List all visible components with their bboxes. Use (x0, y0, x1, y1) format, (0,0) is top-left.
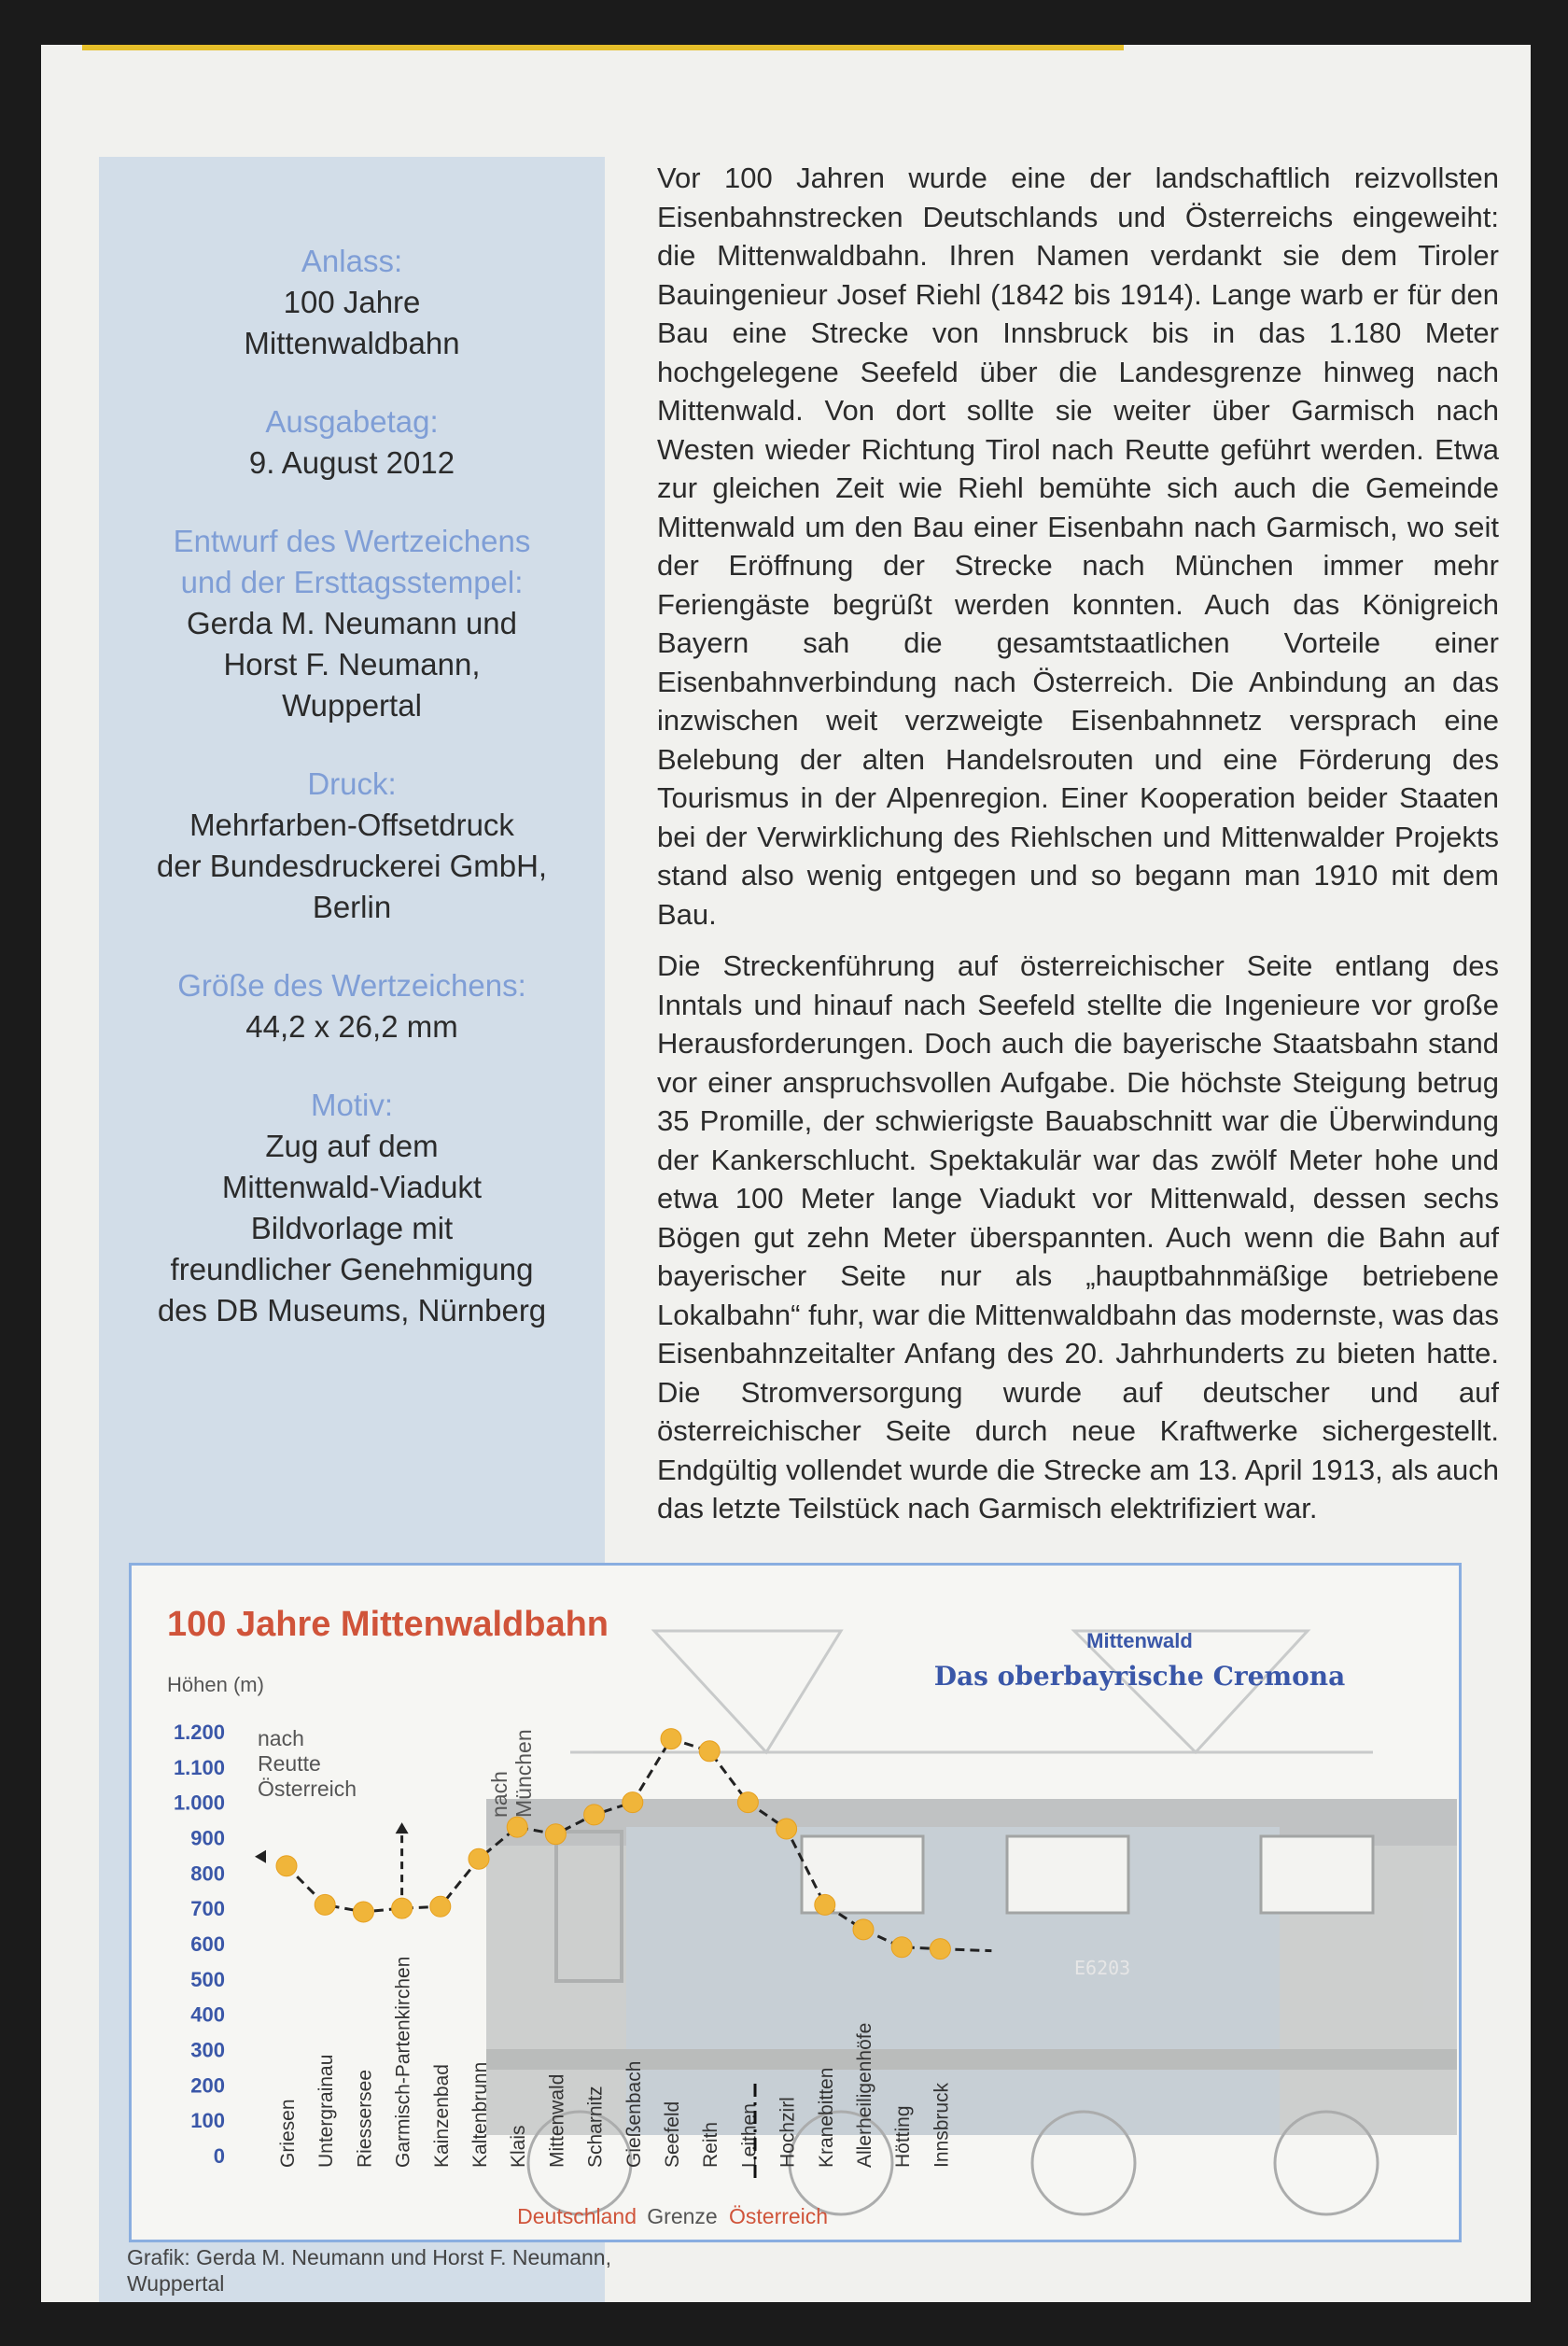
info-block-anlass (99, 241, 605, 364)
x-tick-label: Kaltenbrunn (469, 2061, 491, 2168)
note-reutte-line: Reutte (258, 1751, 321, 1776)
border-label-germany: Deutschland (517, 2204, 637, 2228)
x-tick-label: Kainzenbad (430, 2064, 453, 2168)
y-tick-label: 200 (190, 2073, 225, 2098)
elevation-point (469, 1848, 489, 1869)
x-tick-label: Klais (508, 2125, 530, 2168)
x-tick-label: Gießenbach (623, 2060, 645, 2168)
border-label-austria: Österreich (729, 2204, 829, 2228)
y-tick-label: 800 (190, 1861, 225, 1886)
border-label-middle: Grenze (647, 2204, 718, 2228)
y-tick-label: 1.100 (173, 1755, 225, 1779)
info-label: Größe des Wertzeichens: (177, 968, 526, 1003)
elevation-point (930, 1939, 950, 1960)
stamp-title: Mittenwald (1086, 1629, 1193, 1652)
y-tick-label: 900 (190, 1826, 225, 1850)
x-tick-label: Seefeld (662, 2100, 683, 2168)
elevation-point (545, 1824, 566, 1845)
elevation-point (315, 1894, 335, 1915)
x-tick-label: Mittenwald (546, 2073, 568, 2168)
info-label: Motiv: (310, 1088, 393, 1122)
elevation-point (430, 1896, 451, 1917)
x-tick-label: Garmisch-Partenkirchen (392, 1956, 414, 2168)
graphic-title: 100 Jahre Mittenwaldbahn (167, 1605, 609, 1644)
info-block-motiv (99, 1085, 605, 1331)
note-muenchen-line: München (511, 1729, 536, 1818)
y-tick-label: 100 (190, 2109, 225, 2133)
arrow-up-icon (396, 1822, 409, 1833)
elevation-point (584, 1805, 605, 1825)
x-tick-label: Riessersee (354, 2069, 376, 2168)
x-tick-label: Scharnitz (584, 2086, 607, 2168)
info-block-groesse (99, 965, 605, 1047)
info-value: Zug auf dem Mittenwald-Viadukt Bildvorlage mit freundlicher Genehmigung des DB Museums, Nürnberg (157, 1129, 547, 1328)
arrow-left-icon (255, 1850, 266, 1863)
locomotive-number: E6203 (1074, 1957, 1131, 1979)
y-tick-label: 400 (190, 2002, 225, 2027)
info-value: 44,2 x 26,2 mm (245, 1009, 458, 1044)
elevation-point (891, 1937, 912, 1958)
info-label: Entwurf des Wertzeichens und der Ersttagsstempel: (173, 524, 531, 599)
elevation-point (623, 1792, 643, 1813)
article-paragraph: Die Streckenführung auf österreichischer Seite entlang des Inntals und hinauf nach Seefeld stellte die Ingenieure vor große Herausforderungen. Doch auch die bayerische Staatsbahn stand vor einer anspruchsvollen Aufgabe. Die höchste Steigung betrug 35 Promille, der schwierigste Bauabschnitt war die Überwindung der Kankerschlucht. Spektakulär war das zwölf Meter hohe und etwa 100 Meter lange Viadukt vor Mittenwald, dessen sechs Bögen gut zehn Meter überspannten. Auch wenn die Bahn auf bayerischer Seite nur als „hauptbahnmäßige betriebene Lokalbahn“ fuhr, war die Mittenwaldbahn das modernste, was das Eisenbahnzeitalter Anfang des 20. Jahrhunderts zu bieten hatte. Die Stromversorgung wurde auf deutscher und auf österreichischer Seite durch neue Kraftwerke sichergestellt. Endgültig vollendet wurde die Strecke am 13. April 1913, als auch das letzte Teilstück nach Garmisch elektrifiziert war. (657, 949, 1499, 1524)
top-accent-bar (82, 45, 1124, 50)
y-tick-label: 500 (190, 1967, 225, 1991)
note-reutte-line: Österreich (258, 1777, 357, 1801)
x-tick-label: Innsbruck (931, 2082, 953, 2168)
info-label: Ausgabetag: (265, 404, 439, 439)
locomotive-cab-area (626, 1827, 1280, 2135)
x-tick-label: Griesen (277, 2099, 299, 2168)
elevation-point (507, 1817, 527, 1837)
elevation-point (699, 1741, 720, 1762)
graphic-credit: Grafik: Gerda M. Neumann und Horst F. Neumann, Wuppertal (127, 2245, 611, 2296)
y-tick-label: 0 (213, 2144, 225, 2168)
elevation-point (392, 1898, 413, 1918)
article-paragraph: Vor 100 Jahren wurde eine der landschaftlich reizvollsten Eisenbahnstrecken Deutschlands und Österreichs eingeweiht: die Mittenwaldbahn. Ihren Namen verdankt sie dem Tiroler Bauingenieur Josef Riehl (1842 bis 1914). Lange warb er für den Bau eine Strecke von Innsbruck bis in das 1.180 Meter hochgelegene Seefeld über die Landesgrenze hinweg nach Mittenwald. Von dort sollte sie weiter über Garmisch nach Westen wieder Richtung Tirol nach Reutte geführt werden. Etwa zur gleichen Zeit wie Riehl bemühte sich auch die Gemeinde Mittenwald um den Bau einer Eisenbahn nach Garmisch, wo seit der Eröffnung der Strecke nach München immer mehr Feriengäste begrüßt werden konnten. Auch das Königreich Bayern sah die gesamtstaatlichen Vorteile einer Eisenbahnverbindung nach Österreich. Die Anbindung an das inzwischen weit verzweigte Eisenbahnnetz versprach eine Belebung der alten Handelsrouten und eine Förderung des Tourismus in der Alpenregion. Einer Kooperation beider Staaten bei der Verwirklichung des Riehlschen und Mittenwalder Projekts stand also wenig entgegen und so begann man 1910 mit dem Bau. (657, 162, 1499, 931)
info-block-ausgabetag (99, 401, 605, 484)
y-axis (174, 1721, 225, 2168)
info-value: Mehrfarben-Offsetdruck der Bundesdruckerei GmbH, Berlin (156, 808, 548, 924)
stamp-sheet-page (41, 45, 1531, 2302)
x-tick-label: Hochzirl (777, 2097, 799, 2168)
info-value: 9. August 2012 (248, 445, 455, 480)
elevation-point (815, 1894, 835, 1915)
note-reutte (258, 1726, 357, 1801)
pantograph (570, 1631, 1373, 1752)
x-tick-label: Reith (700, 2121, 722, 2168)
info-label: Druck: (307, 766, 397, 801)
x-tick-label: Untergrainau (315, 2054, 338, 2168)
info-block-entwurf (99, 521, 605, 726)
y-tick-label: 1.200 (173, 1721, 225, 1744)
x-tick-label: Hötting (892, 2105, 915, 2168)
note-muenchen-line: nach (487, 1771, 511, 1818)
info-label: Anlass: (301, 244, 403, 278)
note-muenchen (487, 1729, 536, 1818)
y-axis-label: Höhen (m) (167, 1673, 264, 1696)
x-tick-label: Allerheiligenhöfe (854, 2022, 875, 2168)
y-tick-label: 600 (190, 1932, 225, 1956)
elevation-point (777, 1819, 797, 1839)
stamp-subtitle: Das oberbayrische Cremona (933, 1661, 1346, 1692)
elevation-point (853, 1919, 874, 1940)
elevation-point (661, 1729, 681, 1749)
elevation-profile-chart (132, 1566, 1459, 2240)
elevation-graphic (129, 1563, 1462, 2242)
y-tick-label: 300 (190, 2038, 225, 2062)
info-block-druck (99, 764, 605, 928)
elevation-point (276, 1856, 297, 1876)
info-value: 100 Jahre Mittenwaldbahn (244, 285, 460, 360)
locomotive-window (1261, 1836, 1373, 1913)
info-value: Gerda M. Neumann und Horst F. Neumann, Wuppertal (186, 606, 518, 723)
y-tick-label: 1.000 (173, 1791, 225, 1815)
elevation-point (737, 1792, 758, 1813)
x-tick-label: Leithen (738, 2103, 761, 2168)
locomotive-window (1007, 1836, 1128, 1913)
y-tick-label: 700 (190, 1897, 225, 1921)
issue-info (99, 241, 605, 1369)
elevation-point (353, 1902, 373, 1922)
note-reutte-line: nach (258, 1726, 304, 1750)
x-tick-label: Kranebitten (815, 2067, 837, 2168)
article-text (657, 159, 1499, 1541)
